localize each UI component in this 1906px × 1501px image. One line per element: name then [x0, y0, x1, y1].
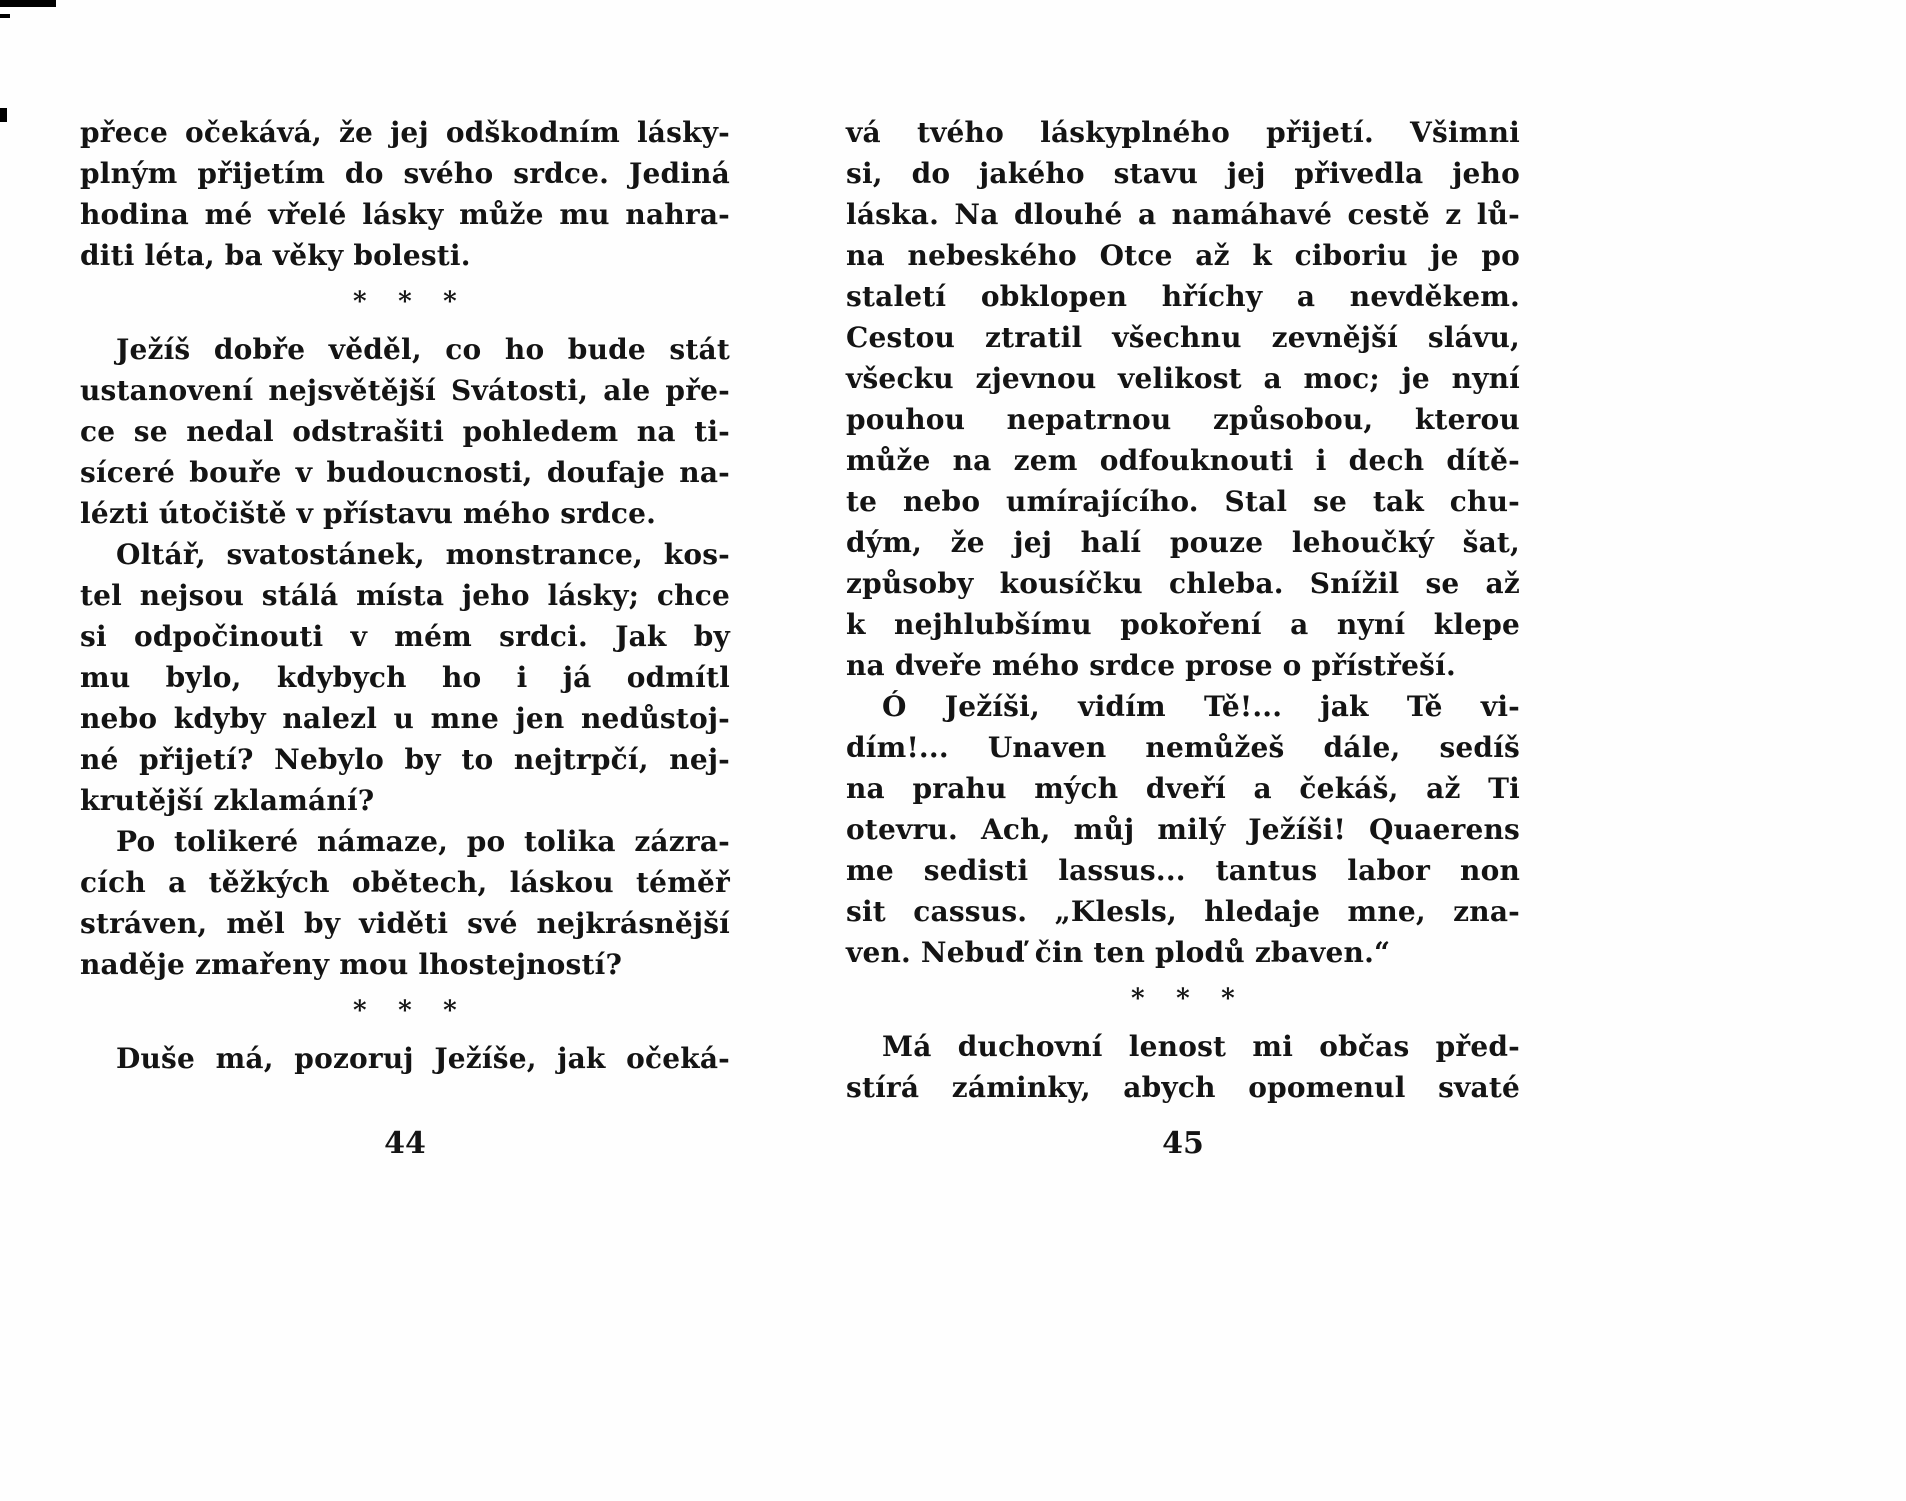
text-line: dím!... Unaven nemůžeš dále, sedíš [846, 731, 1520, 764]
paragraph [846, 112, 1520, 686]
text-line: me sedisti lassus... tantus labor non [846, 854, 1520, 887]
paragraph [80, 112, 730, 276]
text-line: si, do jakého stavu jej přivedla jeho [846, 157, 1520, 190]
text-line: Oltář, svatostánek, monstrance, kos- [116, 538, 730, 571]
text-line: Ó Ježíši, vidím Tě!... jak Tě vi- [882, 690, 1520, 723]
text-line: otevru. Ach, můj milý Ježíši! Quaerens [846, 813, 1520, 846]
text-line: krutější zklamání? [80, 784, 375, 817]
text-line: stráven, měl by viděti své nejkrásnější [80, 907, 730, 940]
text-line: diti léta, ba věky bolesti. [80, 239, 471, 272]
paragraph [846, 1026, 1520, 1108]
text-line: si odpočinouti v mém srdci. Jak by [80, 620, 730, 653]
text-line: staletí obklopen hříchy a nevděkem. [846, 280, 1520, 313]
page-left-text-column [80, 112, 730, 1079]
page-number-right: 45 [1162, 1126, 1204, 1161]
scan-artifact [0, 14, 10, 18]
text-line: sit cassus. „Klesls, hledaje mne, zna- [846, 895, 1520, 928]
text-line: Duše má, pozoruj Ježíše, jak očeká- [116, 1042, 730, 1075]
text-line: způsoby kousíčku chleba. Snížil se až [846, 567, 1520, 600]
section-separator-stars: * * * [353, 287, 457, 317]
text-line: lézti útočiště v přístavu mého srdce. [80, 497, 657, 530]
text-line: ven. Nebuď čin ten plodů zbaven.“ [846, 936, 1391, 969]
text-line: Ježíš dobře věděl, co ho bude stát [116, 333, 730, 366]
text-line: ce se nedal odstrašiti pohledem na ti- [80, 415, 730, 448]
paragraph [846, 686, 1520, 973]
text-line: nebo kdyby nalezl u mne jen nedůstoj- [80, 702, 730, 735]
text-line: Má duchovní lenost mi občas před- [882, 1030, 1520, 1063]
text-line: k nejhlubšímu pokoření a nyní klepe [846, 608, 1520, 641]
text-line: cích a těžkých obětech, láskou téměř [80, 866, 730, 899]
section-separator-stars: * * * [1131, 984, 1235, 1014]
text-line: na prahu mých dveří a čekáš, až Ti [846, 772, 1520, 805]
text-line: plným přijetím do svého srdce. Jediná [80, 157, 730, 190]
section-separator-stars: * * * [353, 996, 457, 1026]
paragraph [80, 534, 730, 821]
text-line: na dveře mého srdce prose o přístřeší. [846, 649, 1456, 682]
text-line: může na zem odfouknouti i dech dítě- [846, 444, 1520, 477]
text-line: všecku zjevnou velikost a moc; je nyní [846, 362, 1520, 395]
text-line: mu bylo, kdybych ho i já odmítl [80, 661, 730, 694]
text-line: na nebeského Otce až k ciboriu je po [846, 239, 1520, 272]
text-line: přece očekává, že jej odškodním lásky- [80, 116, 730, 149]
text-line: Po tolikeré námaze, po tolika zázra- [116, 825, 730, 858]
text-line: te nebo umírajícího. Stal se tak chu- [846, 485, 1520, 518]
text-line: dým, že jej halí pouze lehoučký šat, [846, 526, 1520, 559]
text-line: tel nejsou stálá místa jeho lásky; chce [80, 579, 730, 612]
text-line: Cestou ztratil všechnu zevnější slávu, [846, 321, 1520, 354]
page-number-left: 44 [384, 1126, 426, 1161]
text-line: vá tvého láskyplného přijetí. Všimni [846, 116, 1520, 149]
paragraph [80, 329, 730, 534]
text-line: né přijetí? Nebylo by to nejtrpčí, nej- [80, 743, 730, 776]
page-right-text-column [846, 112, 1520, 1108]
text-line: stírá záminky, abych opomenul svaté [846, 1071, 1520, 1104]
paragraph [80, 821, 730, 985]
scan-artifact [0, 108, 7, 122]
scan-artifact [0, 0, 56, 7]
text-line: láska. Na dlouhé a namáhavé cestě z lů- [846, 198, 1520, 231]
text-line: síceré bouře v budoucnosti, doufaje na- [80, 456, 730, 489]
text-line: ustanovení nejsvětější Svátosti, ale pře- [80, 374, 730, 407]
text-line: hodina mé vřelé lásky může mu nahra- [80, 198, 730, 231]
paragraph [80, 1038, 730, 1079]
text-line: pouhou nepatrnou způsobou, kterou [846, 403, 1520, 436]
text-line: naděje zmařeny mou lhostejností? [80, 948, 623, 981]
